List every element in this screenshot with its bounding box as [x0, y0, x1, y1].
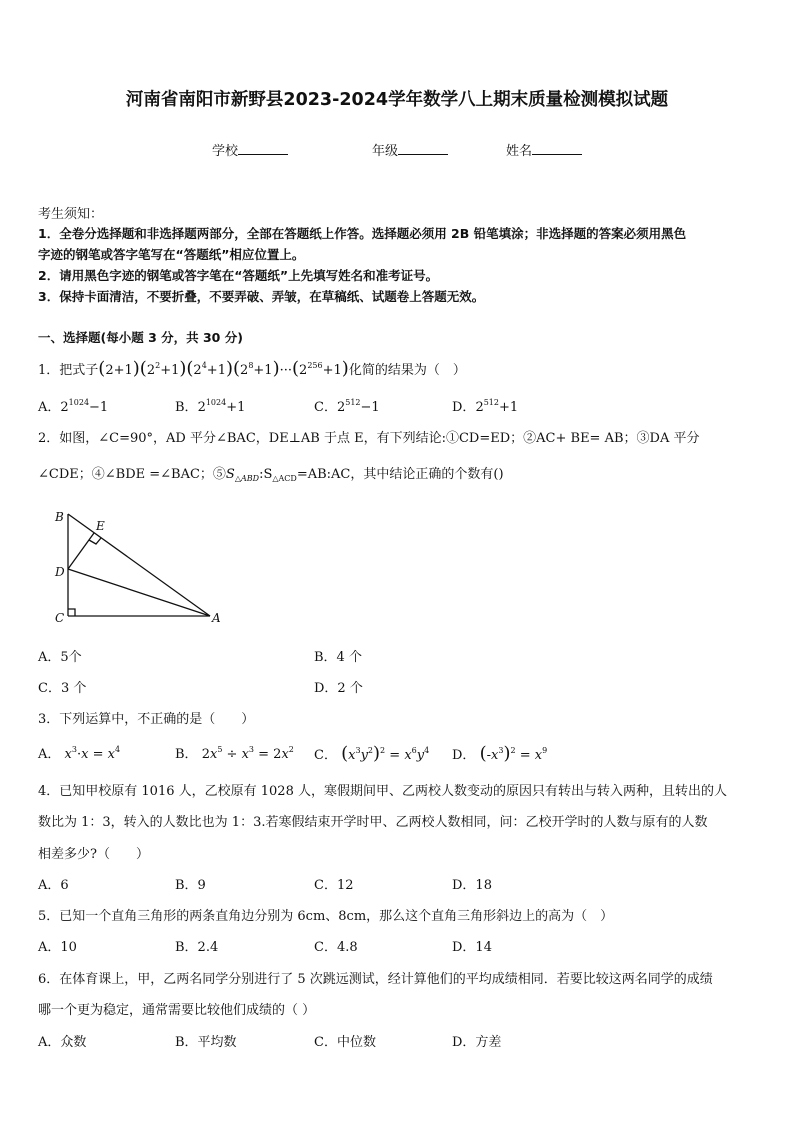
q3-stem: 3．下列运算中，不正确的是（ ）: [38, 712, 255, 727]
q1-option-c: C．$2^{512}-1$: [314, 398, 380, 415]
q6-option-c: C．中位数: [314, 1035, 376, 1050]
q1-option-a: A．$2^{1024}-1$: [38, 398, 109, 415]
label-b: B: [55, 510, 64, 524]
right-angle-e: [89, 538, 101, 544]
q4-line-2: 数比为 1：3，转入的人数比也为 1：3.若寒假结束开学时甲、乙两校人数相同，问：乙校开学时的人数与原有的人数: [38, 815, 708, 830]
q3-option-d: D． $(-x^3)^2 = x^9$: [452, 743, 548, 764]
q3-option-a: A． $x^3\cdot x = x^4$: [38, 745, 121, 762]
school-field: [212, 140, 288, 159]
q1-stem: [38, 358, 466, 379]
q5-option-a: A．10: [38, 940, 77, 955]
name-field: [506, 140, 582, 159]
q4-line-3: 相差多少?（ ）: [38, 847, 149, 862]
q4-option-a: A．6: [38, 878, 69, 893]
q5-stem: 5．已知一个直角三角形的两条直角边分别为 6cm、8cm，那么这个直角三角形斜边上的高为（ ）: [38, 909, 614, 924]
q2-option-d: D．2 个: [314, 681, 363, 696]
q6-option-d: D．方差: [452, 1035, 502, 1050]
segment-ba: [68, 514, 210, 616]
q2-line-2: ∠CDE；④∠BDE =∠BAC；$⑤S_{\triangle ABD}:S_{\triangle ACD}=AB:AC$，其中结论正确的个数有(): [38, 467, 504, 483]
right-angle-c: [68, 609, 75, 616]
section-heading: 一、选择题(每小题 3 分，共 30 分): [38, 330, 243, 345]
segment-da: [68, 569, 210, 616]
name-label: 姓名: [506, 144, 533, 159]
q5-option-d: D．14: [452, 940, 492, 955]
q2-line-1: 2．如图，∠C=90°，AD 平分∠BAC，DE⊥AB 于点 E，有下列结论:①CD=ED；②AC+ BE= AB；③DA 平分: [38, 431, 700, 446]
q2-triangle-figure: [50, 506, 240, 628]
grade-blank: [398, 142, 448, 155]
q4-option-b: B．9: [175, 878, 206, 893]
exam-title: 河南省南阳市新野县2023-2024学年数学八上期末质量检测模拟试题: [125, 90, 669, 110]
q2-area-ratio: $S_{\triangle ABD}$: [225, 467, 260, 483]
school-blank: [238, 142, 288, 155]
q6-option-b: B．平均数: [175, 1035, 237, 1050]
q2-option-c: C．3 个: [38, 681, 87, 696]
grade-label: 年级: [372, 144, 399, 159]
q4-option-d: D．18: [452, 878, 492, 893]
grade-field: [372, 140, 448, 159]
q1-suffix: 化简的结果为（ ）: [348, 363, 466, 378]
q3-option-c: C． $(x^3y^2)^2 = x^6y^4$: [314, 743, 430, 764]
q6-line-2: 哪一个更为稳定，通常需要比较他们成绩的（ ）: [38, 1003, 316, 1018]
q4-option-c: C．12: [314, 878, 354, 893]
label-d: D: [55, 565, 65, 579]
segment-de: [68, 533, 94, 569]
q1-option-d: D．$2^{512}+1$: [452, 398, 519, 415]
notice-line-2: 2．请用黑色字迹的钢笔或答字笔在“答题纸”上先填写姓名和准考证号。: [38, 268, 439, 283]
q6-line-1: 6．在体育课上，甲，乙两名同学分别进行了 5 次跳远测试，经计算他们的平均成绩相同．若要比较这两名同学的成绩: [38, 972, 713, 987]
q2-option-b: B．4 个: [314, 650, 362, 665]
q1-option-b: B．$2^{1024}+1$: [175, 398, 246, 415]
notice-line-3: 3．保持卡面清洁，不要折叠，不要弄破、弄皱，在草稿纸、试题卷上答题无效。: [38, 289, 485, 304]
label-a: A: [212, 611, 221, 625]
q6-option-a: A．众数: [38, 1035, 87, 1050]
q3-option-b: B． $2x^5 \div x^3 = 2x^2$: [175, 745, 294, 762]
school-label: 学校: [212, 144, 239, 159]
q1-expression: $(2+1)(2^2+1)(2^4+1)(2^8+1)\cdot\cdot\cdot(2^{256}+1)$: [98, 358, 349, 379]
q1-prefix: 1．把式子: [38, 363, 99, 378]
q5-option-b: B．2.4: [175, 940, 219, 955]
q5-option-c: C．4.8: [314, 940, 358, 955]
q2-option-a: A．5个: [38, 650, 82, 665]
notice-heading: 考生须知：: [38, 207, 104, 222]
name-blank: [532, 142, 582, 155]
q4-line-1: 4．已知甲校原有 1016 人，乙校原有 1028 人，寒假期间甲、乙两校人数变动的原因只有转出与转入两种，且转出的人: [38, 784, 727, 799]
label-e: E: [96, 519, 105, 533]
label-c: C: [55, 611, 65, 625]
notice-line-1b: 字迹的钢笔或答字笔写在“答题纸”相应位置上。: [38, 247, 305, 262]
notice-line-1a: 1．全卷分选择题和非选择题两部分，全部在答题纸上作答。选择题必须用 2B 铅笔填涂；非选择题的答案必须用黑色: [38, 226, 687, 241]
